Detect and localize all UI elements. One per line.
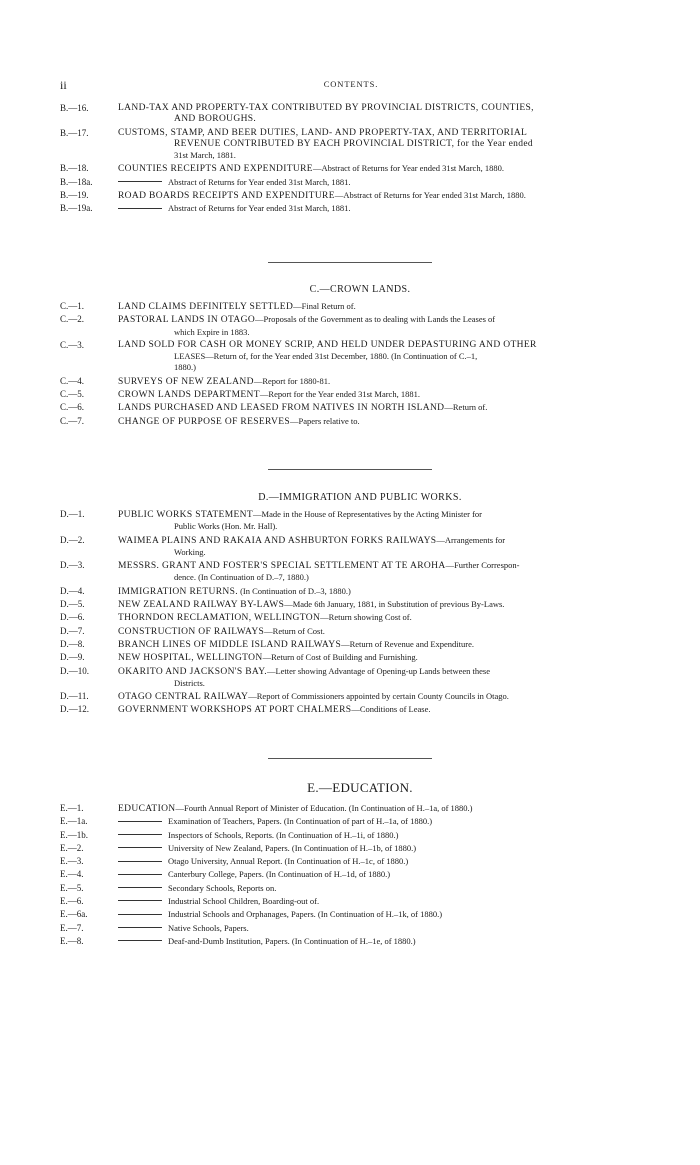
entry-b-19a: B.—19a. Abstract of Returns for Year ended 31st March, 1881.: [60, 203, 351, 214]
entry-e-6a: E.—6a. Industrial Schools and Orphanages, Papers. (In Continuation of H.–1k, of 1880.): [60, 909, 443, 920]
entry-b-19: B.—19. ROAD BOARDS RECEIPTS AND EXPENDITURE—Abstract of Returns for Year ended 31st March, 1880.: [60, 190, 526, 202]
entry-d-6: D.—6. THORNDON RECLAMATION, WELLINGTON—Return showing Cost of.: [60, 612, 412, 624]
section-heading-e: E.—EDUCATION.: [307, 780, 413, 795]
ditto-dash: [118, 940, 162, 941]
entry-d-9: D.—9. NEW HOSPITAL, WELLINGTON—Return of Cost of Building and Furnishing.: [60, 652, 418, 664]
ditto-dash: [118, 821, 162, 822]
entry-b-16: B.—16. LAND-TAX AND PROPERTY-TAX CONTRIBUTED BY PROVINCIAL DISTRICTS, COUNTIES, AND BOROUGHS.: [60, 103, 534, 125]
entry-c-7: C.—7. CHANGE OF PURPOSE OF RESERVES—Papers relative to.: [60, 415, 360, 427]
entry-e-6: E.—6. Industrial School Children, Boarding-out of.: [60, 896, 320, 907]
ditto-dash: [118, 834, 162, 835]
entry-c-2: C.—2. PASTORAL LANDS IN OTAGO—Proposals of the Government as to dealing with Lands the Leases of which Expire in 1883.: [60, 314, 496, 337]
ditto-dash: [118, 900, 162, 901]
ditto-dash: [118, 181, 162, 182]
ditto-dash: [118, 208, 162, 209]
entry-c-3: C.—3. LAND SOLD FOR CASH OR MONEY SCRIP, AND HELD UNDER DEPASTURING AND OTHER LEASES—Return of, for the Year ended 31st December, 1880. (In Continuation of C.–1, 1880.): [60, 339, 537, 373]
section-c: [60, 284, 660, 429]
section-b: [60, 103, 660, 217]
section-heading-d: D.—IMMIGRATION AND PUBLIC WORKS.: [258, 492, 462, 503]
entry-d-5: D.—5. NEW ZEALAND RAILWAY BY-LAWS—Made 6th January, 1881, in Substitution of previous By-Laws.: [60, 599, 505, 611]
entry-e-4: E.—4. Canterbury College, Papers. (In Continuation of H.–1d, of 1880.): [60, 869, 391, 880]
entry-d-8: D.—8. BRANCH LINES OF MIDDLE ISLAND RAILWAYS—Return of Revenue and Expenditure.: [60, 638, 475, 650]
entry-d-4: D.—4. IMMIGRATION RETURNS. (In Continuation of D.–3, 1880.): [60, 585, 351, 597]
entry-b-17: B.—17. CUSTOMS, STAMP, AND BEER DUTIES, LAND- AND PROPERTY-TAX, AND TERRITORIAL REVENUE CONTRIBUTED BY EACH PROVINCIAL DISTRICT, for the Year ended 31st March, 1881.: [60, 127, 533, 161]
running-title: CONTENTS.: [323, 79, 379, 89]
section-divider: [268, 469, 432, 470]
section-d: [60, 492, 660, 718]
entry-e-1: E.—1. EDUCATION—Fourth Annual Report of Minister of Education. (In Continuation of H.–1a, of 1880.): [60, 803, 473, 814]
section-divider: [268, 262, 432, 263]
entry-e-1a: E.—1a. Examination of Teachers, Papers. (In Continuation of part of H.–1a, of 1880.): [60, 816, 433, 827]
entry-e-1b: E.—1b. Inspectors of Schools, Reports. (In Continuation of H.–1i, of 1880.): [60, 829, 399, 840]
page-header: [60, 78, 642, 92]
entry-d-3: D.—3. MESSRS. GRANT AND FOSTER'S SPECIAL SETTLEMENT AT TE AROHA—Further Correspon- dence. (In Continuation of D.–7, 1880.): [60, 560, 520, 583]
entry-e-5: E.—5. Secondary Schools, Reports on.: [60, 882, 277, 893]
entry-c-4: C.—4. SURVEYS OF NEW ZEALAND—Report for 1880-81.: [60, 375, 331, 387]
ditto-dash: [118, 927, 162, 928]
entry-d-10: D.—10. OKARITO AND JACKSON'S BAY.—Letter showing Advantage of Opening-up Lands between these Districts.: [60, 665, 491, 688]
section-heading-c: C.—CROWN LANDS.: [309, 284, 411, 295]
entry-c-6: C.—6. LANDS PURCHASED AND LEASED FROM NATIVES IN NORTH ISLAND—Return of.: [60, 402, 488, 414]
entry-d-7: D.—7. CONSTRUCTION OF RAILWAYS—Return of Cost.: [60, 625, 325, 637]
page-number: ii: [60, 78, 67, 92]
entry-d-1: D.—1. PUBLIC WORKS STATEMENT—Made in the House of Representatives by the Acting Minister for Public Works (Hon. Mr. Hall).: [60, 509, 483, 532]
ditto-dash: [118, 847, 162, 848]
entry-c-1: C.—1. LAND CLAIMS DEFINITELY SETTLED—Final Return of.: [60, 301, 356, 312]
entry-e-7: E.—7. Native Schools, Papers.: [60, 922, 249, 933]
ditto-dash: [118, 874, 162, 875]
entry-e-3: E.—3. Otago University, Annual Report. (In Continuation of H.–1c, of 1880.): [60, 856, 409, 867]
entry-d-12: D.—12. GOVERNMENT WORKSHOPS AT PORT CHALMERS—Conditions of Lease.: [60, 704, 431, 716]
entry-e-8: E.—8. Deaf-and-Dumb Institution, Papers. (In Continuation of H.–1e, of 1880.): [60, 935, 416, 946]
ditto-dash: [118, 861, 162, 862]
entry-c-5: C.—5. CROWN LANDS DEPARTMENT—Report for the Year ended 31st March, 1881.: [60, 389, 420, 401]
entry-e-2: E.—2. University of New Zealand, Papers. (In Continuation of H.–1b, of 1880.): [60, 842, 417, 853]
section-divider: [268, 758, 432, 759]
section-e: [60, 780, 660, 949]
entry-d-11: D.—11. OTAGO CENTRAL RAILWAY—Report of Commissioners appointed by certain County Councils in Otago.: [60, 691, 509, 703]
ditto-dash: [118, 914, 162, 915]
ditto-dash: [118, 887, 162, 888]
entry-b-18a: B.—18a. Abstract of Returns for Year ended 31st March, 1881.: [60, 176, 351, 187]
entry-d-2: D.—2. WAIMEA PLAINS AND RAKAIA AND ASHBURTON FORKS RAILWAYS—Arrangements for Working.: [60, 534, 506, 557]
entry-b-18: B.—18. COUNTIES RECEIPTS AND EXPENDITURE—Abstract of Returns for Year ended 31st March, 1880.: [60, 163, 504, 175]
